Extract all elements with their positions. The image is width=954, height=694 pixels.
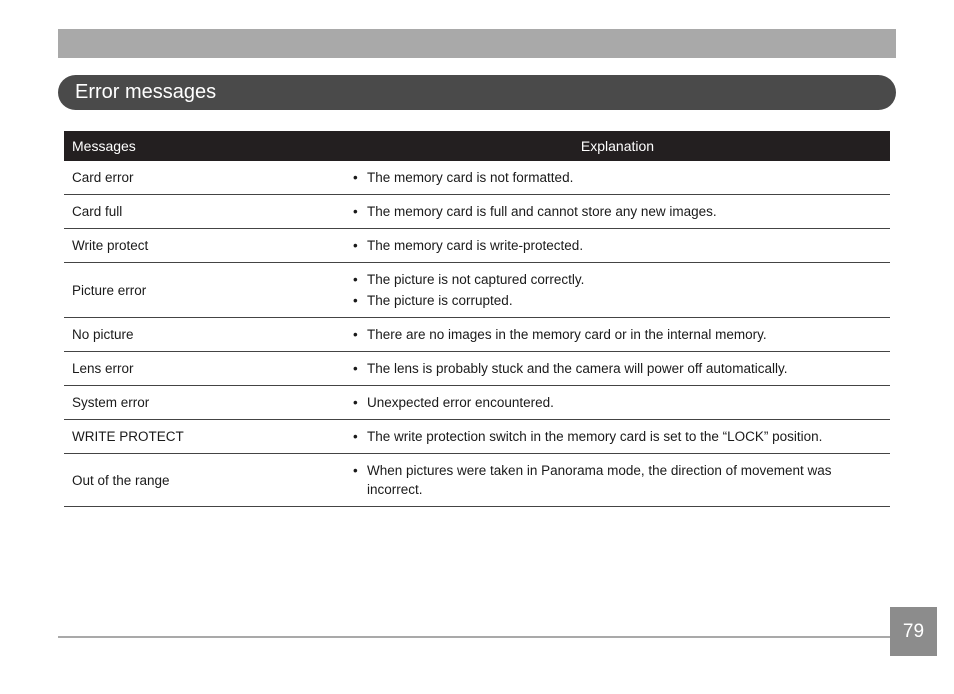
- explanation-item: • The picture is corrupted.: [353, 291, 882, 310]
- explanation-item: • The memory card is not formatted.: [353, 168, 882, 187]
- message-cell: No picture: [64, 318, 345, 352]
- message-cell: Card error: [64, 161, 345, 195]
- message-cell: Lens error: [64, 352, 345, 386]
- message-cell: Picture error: [64, 263, 345, 318]
- section-header: [58, 75, 896, 110]
- page-number: 79: [902, 620, 925, 642]
- explanation-item: • The lens is probably stuck and the camera will power off automatically.: [353, 359, 882, 378]
- table-row: [64, 352, 890, 386]
- explanation-item: • When pictures were taken in Panorama mode, the direction of movement was incorrect.: [353, 461, 882, 499]
- explanation-cell: [345, 263, 890, 318]
- explanation-list: [353, 352, 882, 385]
- table-row: [64, 195, 890, 229]
- table-header-row: [64, 131, 890, 161]
- explanation-list: [353, 454, 882, 506]
- explanation-list: [353, 161, 882, 194]
- explanation-cell: [345, 420, 890, 454]
- top-decorative-bar: [58, 29, 896, 58]
- message-cell: Card full: [64, 195, 345, 229]
- column-header-messages: Messages: [64, 131, 345, 161]
- explanation-item: • The write protection switch in the memory card is set to the “LOCK” position.: [353, 427, 882, 446]
- message-cell: Out of the range: [64, 454, 345, 507]
- explanation-list: [353, 229, 882, 262]
- column-header-explanation: Explanation: [345, 131, 890, 161]
- explanation-cell: [345, 386, 890, 420]
- page-number-box: [890, 607, 937, 656]
- explanation-cell: [345, 161, 890, 195]
- table-body: [64, 161, 890, 507]
- explanation-list: [353, 386, 882, 419]
- page-title: Error messages: [75, 81, 217, 103]
- table-row: [64, 386, 890, 420]
- explanation-item: • The memory card is full and cannot store any new images.: [353, 202, 882, 221]
- explanation-item: • The picture is not captured correctly.: [353, 270, 882, 289]
- explanation-cell: [345, 454, 890, 507]
- message-cell: WRITE PROTECT: [64, 420, 345, 454]
- error-messages-table: [64, 131, 890, 507]
- explanation-list: [353, 420, 882, 453]
- table-row: [64, 161, 890, 195]
- explanation-cell: [345, 352, 890, 386]
- table-row: [64, 454, 890, 507]
- explanation-list: [353, 318, 882, 351]
- explanation-item: • Unexpected error encountered.: [353, 393, 882, 412]
- explanation-list: [353, 195, 882, 228]
- explanation-cell: [345, 229, 890, 263]
- table-row: [64, 229, 890, 263]
- table-row: [64, 263, 890, 318]
- explanation-cell: [345, 318, 890, 352]
- table-row: [64, 420, 890, 454]
- explanation-item: • There are no images in the memory card or in the internal memory.: [353, 325, 882, 344]
- explanation-cell: [345, 195, 890, 229]
- explanation-list: [353, 263, 882, 317]
- message-cell: Write protect: [64, 229, 345, 263]
- footer-divider: [58, 636, 890, 638]
- table-row: [64, 318, 890, 352]
- explanation-item: • The memory card is write-protected.: [353, 236, 882, 255]
- message-cell: System error: [64, 386, 345, 420]
